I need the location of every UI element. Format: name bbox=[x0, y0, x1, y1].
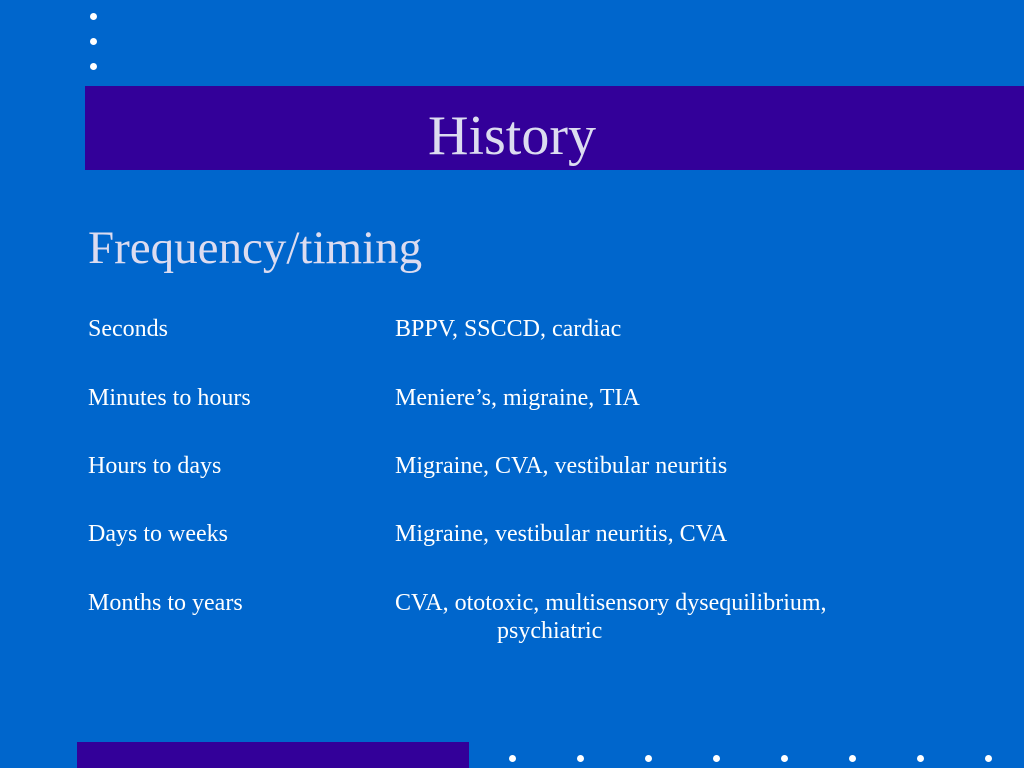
decorative-dot-bottom-7 bbox=[917, 755, 924, 762]
timing-causes: CVA, ototoxic, multisensory dysequilibrium, bbox=[395, 590, 827, 616]
timing-label: Seconds bbox=[88, 316, 168, 342]
timing-label: Days to weeks bbox=[88, 521, 228, 547]
decorative-dot-bottom-8 bbox=[985, 755, 992, 762]
timing-causes: BPPV, SSCCD, cardiac bbox=[395, 316, 622, 342]
decorative-dot-bottom-5 bbox=[781, 755, 788, 762]
timing-label: Months to years bbox=[88, 590, 243, 616]
decorative-dot-bottom-1 bbox=[509, 755, 516, 762]
timing-causes-continued: psychiatric bbox=[497, 618, 603, 644]
slide-subtitle: Frequency/timing bbox=[88, 222, 423, 274]
timing-label: Minutes to hours bbox=[88, 385, 251, 411]
decorative-dot-bottom-6 bbox=[849, 755, 856, 762]
timing-causes: Migraine, vestibular neuritis, CVA bbox=[395, 521, 728, 547]
timing-causes: Migraine, CVA, vestibular neuritis bbox=[395, 453, 728, 479]
decorative-dot-top-2 bbox=[90, 38, 97, 45]
decorative-dot-top-3 bbox=[90, 63, 97, 70]
decorative-dot-bottom-4 bbox=[713, 755, 720, 762]
decorative-dot-top-1 bbox=[90, 13, 97, 20]
footer-bar bbox=[77, 742, 469, 768]
timing-label: Hours to days bbox=[88, 453, 222, 479]
decorative-dot-bottom-3 bbox=[645, 755, 652, 762]
slide-title: History bbox=[428, 105, 596, 167]
timing-causes: Meniere’s, migraine, TIA bbox=[395, 385, 640, 411]
decorative-dot-bottom-2 bbox=[577, 755, 584, 762]
